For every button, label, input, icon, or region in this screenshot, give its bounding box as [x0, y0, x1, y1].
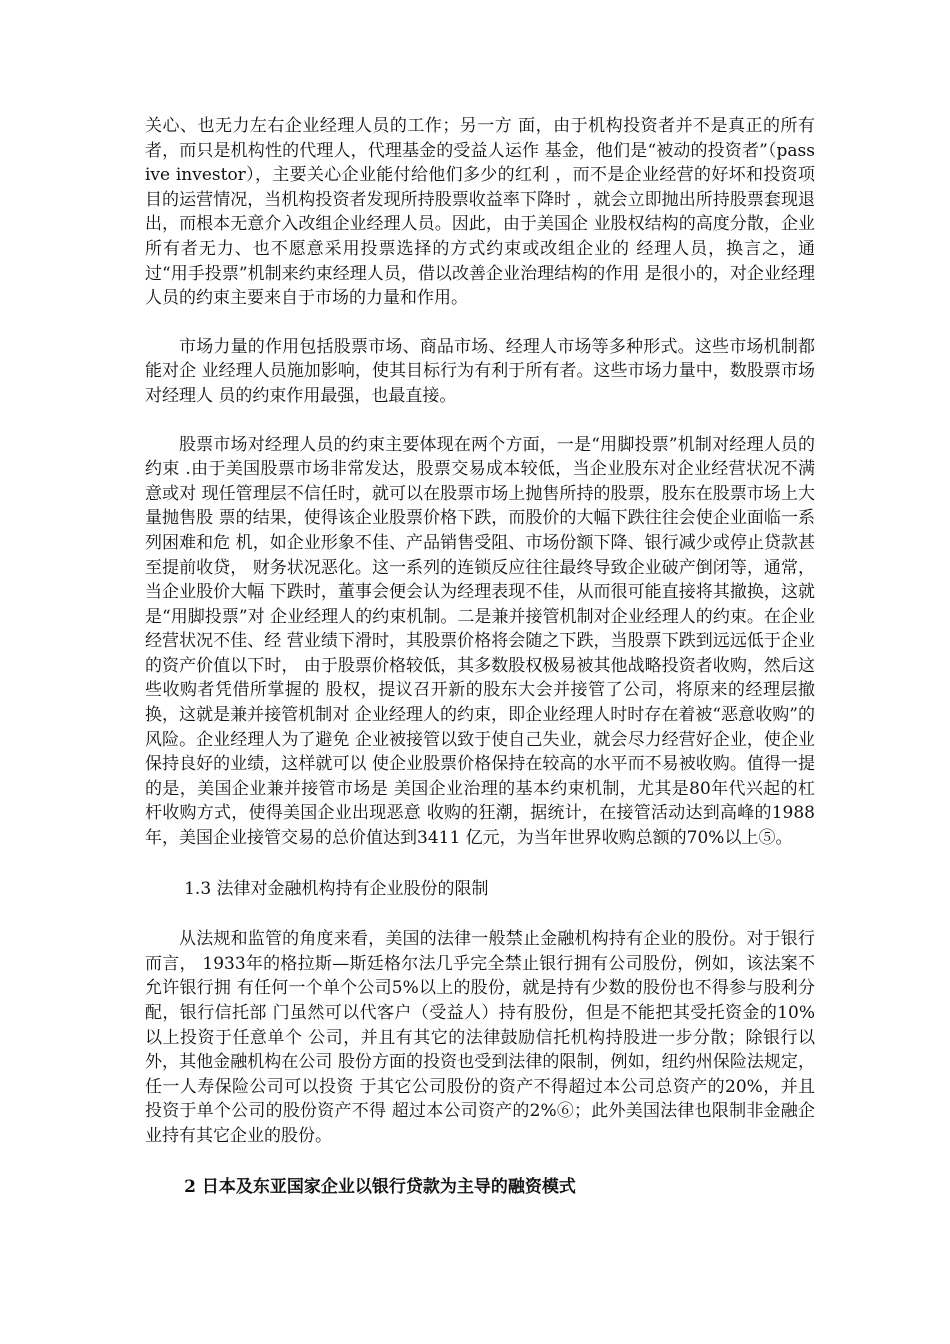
body-paragraph-2: 市场力量的作用包括股票市场、商品市场、经理人市场等多种形式。这些市场机制都能对企 业经理人员施加影响，使其目标行为有利于所有者。这些市场力量中，数股票市场对经理人 员的约束作用最强，也最直接。	[145, 336, 815, 406]
subsection-heading: 1.3 法律对金融机构持有企业股份的限制	[184, 878, 489, 899]
section-heading: 2 日本及东亚国家企业以银行贷款为主导的融资模式	[184, 1176, 576, 1197]
document-body	[145, 114, 815, 1199]
body-paragraph-3: 股票市场对经理人员的约束主要体现在两个方面，一是“用脚投票”机制对经理人员的约束 .由于美国股票市场非常发达，股票交易成本较低，当企业股东对企业经营状况不满意或对 现任管理层不信任时，就可以在股票市场上抛售所持的股票，股东在股票市场上大量抛售股 票的结果，使得该企业股票价格下跌，而股价的大幅下跌往往会使企业面临一系列困难和危 机，如企业形象不佳、产品销售受阻、市场份额下降、银行减少或停止贷款甚至提前收贷， 财务状况恶化。这一系列的连锁反应往往最终导致企业破产倒闭等，通常，当企业股价大幅 下跌时，董事会便会认为经理表现不佳，从而很可能直接将其撤换，这就是“用脚投票”对 企业经理人的约束机制。二是兼并接管机制对企业经理人的约束。在企业经营状况不佳、经 营业绩下滑时，其股票价格将会随之下跌，当股票下跌到远远低于企业的资产价值以下时， 由于股票价格较低，其多数股权极易被其他战略投资者收购，然后这些收购者凭借所掌握的 股权，提议召开新的股东大会并接管了公司，将原来的经理层撤换，这就是兼并接管机制对 企业经理人的约束，即企业经理人时时存在着被“恶意收购”的风险。企业经理人为了避免 企业被接管以致于使自己失业，就会尽力经营好企业，使企业保持良好的业绩，这样就可以 使企业股票价格保持在较高的水平而不易被收购。值得一提的是，美国企业兼并接管市场是 美国企业治理的基本约束机制，尤其是80年代兴起的杠杆收购方式，使得美国企业出现恶意 收购的狂潮，据统计，在接管活动达到高峰的1988年，美国企业接管交易的总价值达到3411 亿元，为当年世界收购总额的70%以上⑤。	[145, 434, 815, 849]
body-paragraph-1: 关心、也无力左右企业经理人员的工作；另一方 面，由于机构投资者并不是真正的所有者，而只是机构性的代理人，代理基金的受益人运作 基金，他们是“被动的投资者”（passive investor），主要关心企业能付给他们多少的红利 ，而不是企业经营的好坏和投资项目的运营情况，当机构投资者发现所持股票收益率下降时 ，就会立即抛出所持股票套现退出，而根本无意介入改组企业经理人员。因此，由于美国企 业股权结构的高度分散，企业所有者无力、也不愿意采用投票选择的方式约束或改组企业的 经理人员，换言之，通过“用手投票”机制来约束经理人员，借以改善企业治理结构的作用 是很小的，对企业经理人员的约束主要来自于市场的力量和作用。	[145, 116, 815, 309]
body-paragraph-4: 从法规和监管的角度来看，美国的法律一般禁止金融机构持有企业的股份。对于银行而言， 1933年的格拉斯—斯廷格尔法几乎完全禁止银行拥有公司股份，例如，该法案不允许银行拥 有任何一个单个公司5%以上的股份，就是持有少数的股份也不得参与股利分配，银行信托部 门虽然可以代客户（受益人）持有股份，但是不能把其受托资金的10%以上投资于任意单个 公司，并且有其它的法律鼓励信托机构持股进一步分散；除银行以外，其他金融机构在公司 股份方面的投资也受到法律的限制，例如，纽约州保险法规定，任一人寿保险公司可以投资 于其它公司股份的资产不得超过本公司总资产的20%，并且投资于单个公司的股份资产不得 超过本公司资产的2%⑥；此外美国法律也限制非金融企业持有其它企业的股份。	[145, 929, 815, 1146]
